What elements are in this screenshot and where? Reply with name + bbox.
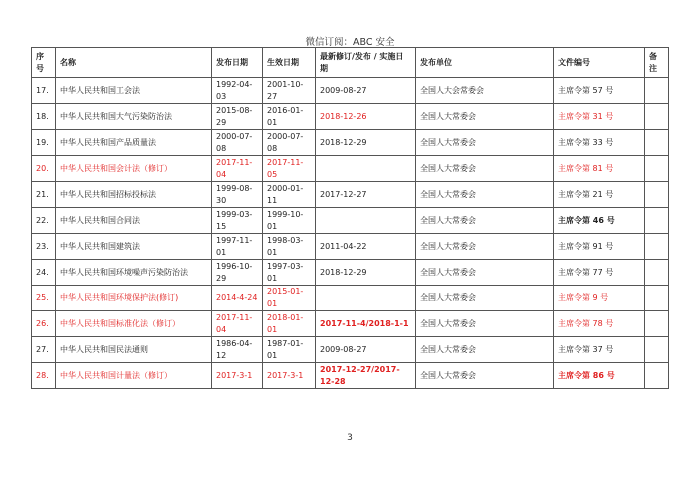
cell-effective-date: 2000-07-08 xyxy=(263,130,316,156)
cell-note xyxy=(645,234,669,260)
cell-issuer: 全国人大常委会 xyxy=(416,363,554,389)
page-header: 微信订阅：ABC 安全 xyxy=(305,37,395,48)
cell-file-number: 主席令第 31 号 xyxy=(554,104,645,130)
cell-no: 19. xyxy=(32,130,56,156)
cell-no: 24. xyxy=(32,260,56,286)
cell-issuer: 全国人大常委会 xyxy=(416,337,554,363)
cell-issuer: 全国人大常委会 xyxy=(416,286,554,311)
cell-name: 中华人民共和国招标投标法 xyxy=(56,182,212,208)
table-row xyxy=(32,104,669,130)
page-number: 3 xyxy=(347,433,353,443)
cell-revision-date: 2011-04-22 xyxy=(316,234,416,260)
header-effective-date: 生效日期 xyxy=(263,48,316,78)
cell-issuer: 全国人大常委会 xyxy=(416,260,554,286)
cell-publish-date: 1999-03-15 xyxy=(212,208,263,234)
cell-publish-date: 1999-08-30 xyxy=(212,182,263,208)
cell-publish-date: 2014-4-24 xyxy=(212,286,263,311)
cell-effective-date: 1999-10-01 xyxy=(263,208,316,234)
cell-publish-date: 2017-3-1 xyxy=(212,363,263,389)
cell-publish-date: 1992-04-03 xyxy=(212,78,263,104)
table-row xyxy=(32,286,669,311)
cell-no: 26. xyxy=(32,311,56,337)
header-note: 备注 xyxy=(645,48,669,78)
cell-note xyxy=(645,363,669,389)
cell-publish-date: 2017-11-04 xyxy=(212,311,263,337)
cell-effective-date: 2017-3-1 xyxy=(263,363,316,389)
cell-effective-date: 2018-01-01 xyxy=(263,311,316,337)
cell-name: 中华人民共和国产品质量法 xyxy=(56,130,212,156)
cell-issuer: 全国人大常委会 xyxy=(416,311,554,337)
cell-revision-date: 2018-12-29 xyxy=(316,130,416,156)
cell-file-number: 主席令第 77 号 xyxy=(554,260,645,286)
header-issuer: 发布单位 xyxy=(416,48,554,78)
cell-note xyxy=(645,182,669,208)
cell-name: 中华人民共和国计量法（修订） xyxy=(56,363,212,389)
table-row xyxy=(32,337,669,363)
cell-issuer: 全国人大常委会 xyxy=(416,234,554,260)
cell-name: 中华人民共和国大气污染防治法 xyxy=(56,104,212,130)
cell-no: 23. xyxy=(32,234,56,260)
cell-file-number: 主席令第 37 号 xyxy=(554,337,645,363)
header-no: 序号 xyxy=(32,48,56,78)
cell-publish-date: 2015-08-29 xyxy=(212,104,263,130)
cell-note xyxy=(645,286,669,311)
cell-note xyxy=(645,130,669,156)
cell-effective-date: 2001-10-27 xyxy=(263,78,316,104)
cell-no: 21. xyxy=(32,182,56,208)
cell-effective-date: 1987-01-01 xyxy=(263,337,316,363)
cell-no: 18. xyxy=(32,104,56,130)
table-row xyxy=(32,363,669,389)
header-name: 名称 xyxy=(56,48,212,78)
cell-file-number: 主席令第 33 号 xyxy=(554,130,645,156)
cell-file-number: 主席令第 78 号 xyxy=(554,311,645,337)
cell-name: 中华人民共和国会计法（修订） xyxy=(56,156,212,182)
cell-revision-date xyxy=(316,286,416,311)
table-row xyxy=(32,182,669,208)
table-row xyxy=(32,234,669,260)
cell-effective-date: 2016-01-01 xyxy=(263,104,316,130)
cell-file-number: 主席令第 81 号 xyxy=(554,156,645,182)
cell-no: 17. xyxy=(32,78,56,104)
cell-no: 25. xyxy=(32,286,56,311)
cell-issuer: 全国人大常委会 xyxy=(416,104,554,130)
cell-no: 22. xyxy=(32,208,56,234)
cell-effective-date: 1997-03-01 xyxy=(263,260,316,286)
cell-no: 27. xyxy=(32,337,56,363)
cell-note xyxy=(645,311,669,337)
cell-effective-date: 2017-11-05 xyxy=(263,156,316,182)
cell-file-number: 主席令第 46 号 xyxy=(554,208,645,234)
cell-revision-date: 2017-11-4/2018-1-1 xyxy=(316,311,416,337)
table-row xyxy=(32,208,669,234)
cell-note xyxy=(645,337,669,363)
cell-file-number: 主席令第 21 号 xyxy=(554,182,645,208)
cell-note xyxy=(645,208,669,234)
cell-revision-date: 2009-08-27 xyxy=(316,337,416,363)
table-row xyxy=(32,260,669,286)
cell-revision-date xyxy=(316,156,416,182)
cell-note xyxy=(645,156,669,182)
cell-note xyxy=(645,260,669,286)
cell-name: 中华人民共和国建筑法 xyxy=(56,234,212,260)
cell-issuer: 全国人大常委会 xyxy=(416,182,554,208)
cell-revision-date: 2017-12-27 xyxy=(316,182,416,208)
cell-effective-date: 2015-01-01 xyxy=(263,286,316,311)
cell-name: 中华人民共和国标准化法（修订） xyxy=(56,311,212,337)
cell-no: 28. xyxy=(32,363,56,389)
cell-issuer: 全国人大常委会 xyxy=(416,156,554,182)
table-row xyxy=(32,156,669,182)
cell-effective-date: 1998-03-01 xyxy=(263,234,316,260)
cell-name: 中华人民共和国环境保护法(修订) xyxy=(56,286,212,311)
cell-publish-date: 2017-11-04 xyxy=(212,156,263,182)
cell-note xyxy=(645,104,669,130)
table-row xyxy=(32,78,669,104)
header-revision-date: 最新修订/发布 / 实施日期 xyxy=(316,48,416,78)
cell-revision-date: 2018-12-29 xyxy=(316,260,416,286)
cell-name: 中华人民共和国工会法 xyxy=(56,78,212,104)
laws-table xyxy=(31,47,669,389)
header-file-number: 文件编号 xyxy=(554,48,645,78)
cell-revision-date xyxy=(316,208,416,234)
cell-note xyxy=(645,78,669,104)
cell-issuer: 全国人大常委会 xyxy=(416,130,554,156)
cell-publish-date: 2000-07-08 xyxy=(212,130,263,156)
cell-publish-date: 1996-10-29 xyxy=(212,260,263,286)
cell-revision-date: 2009-08-27 xyxy=(316,78,416,104)
table-row xyxy=(32,130,669,156)
table-header-row xyxy=(32,48,669,78)
cell-revision-date: 2018-12-26 xyxy=(316,104,416,130)
header-publish-date: 发布日期 xyxy=(212,48,263,78)
cell-file-number: 主席令第 91 号 xyxy=(554,234,645,260)
table-row xyxy=(32,311,669,337)
cell-publish-date: 1997-11-01 xyxy=(212,234,263,260)
cell-publish-date: 1986-04-12 xyxy=(212,337,263,363)
cell-revision-date: 2017-12-27/2017-12-28 xyxy=(316,363,416,389)
cell-file-number: 主席令第 9 号 xyxy=(554,286,645,311)
cell-issuer: 全国人大会常委会 xyxy=(416,78,554,104)
cell-effective-date: 2000-01-11 xyxy=(263,182,316,208)
cell-name: 中华人民共和国合同法 xyxy=(56,208,212,234)
cell-no: 20. xyxy=(32,156,56,182)
cell-file-number: 主席令第 86 号 xyxy=(554,363,645,389)
cell-issuer: 全国人大常委会 xyxy=(416,208,554,234)
cell-name: 中华人民共和国环境噪声污染防治法 xyxy=(56,260,212,286)
cell-name: 中华人民共和国民法通则 xyxy=(56,337,212,363)
cell-file-number: 主席令第 57 号 xyxy=(554,78,645,104)
